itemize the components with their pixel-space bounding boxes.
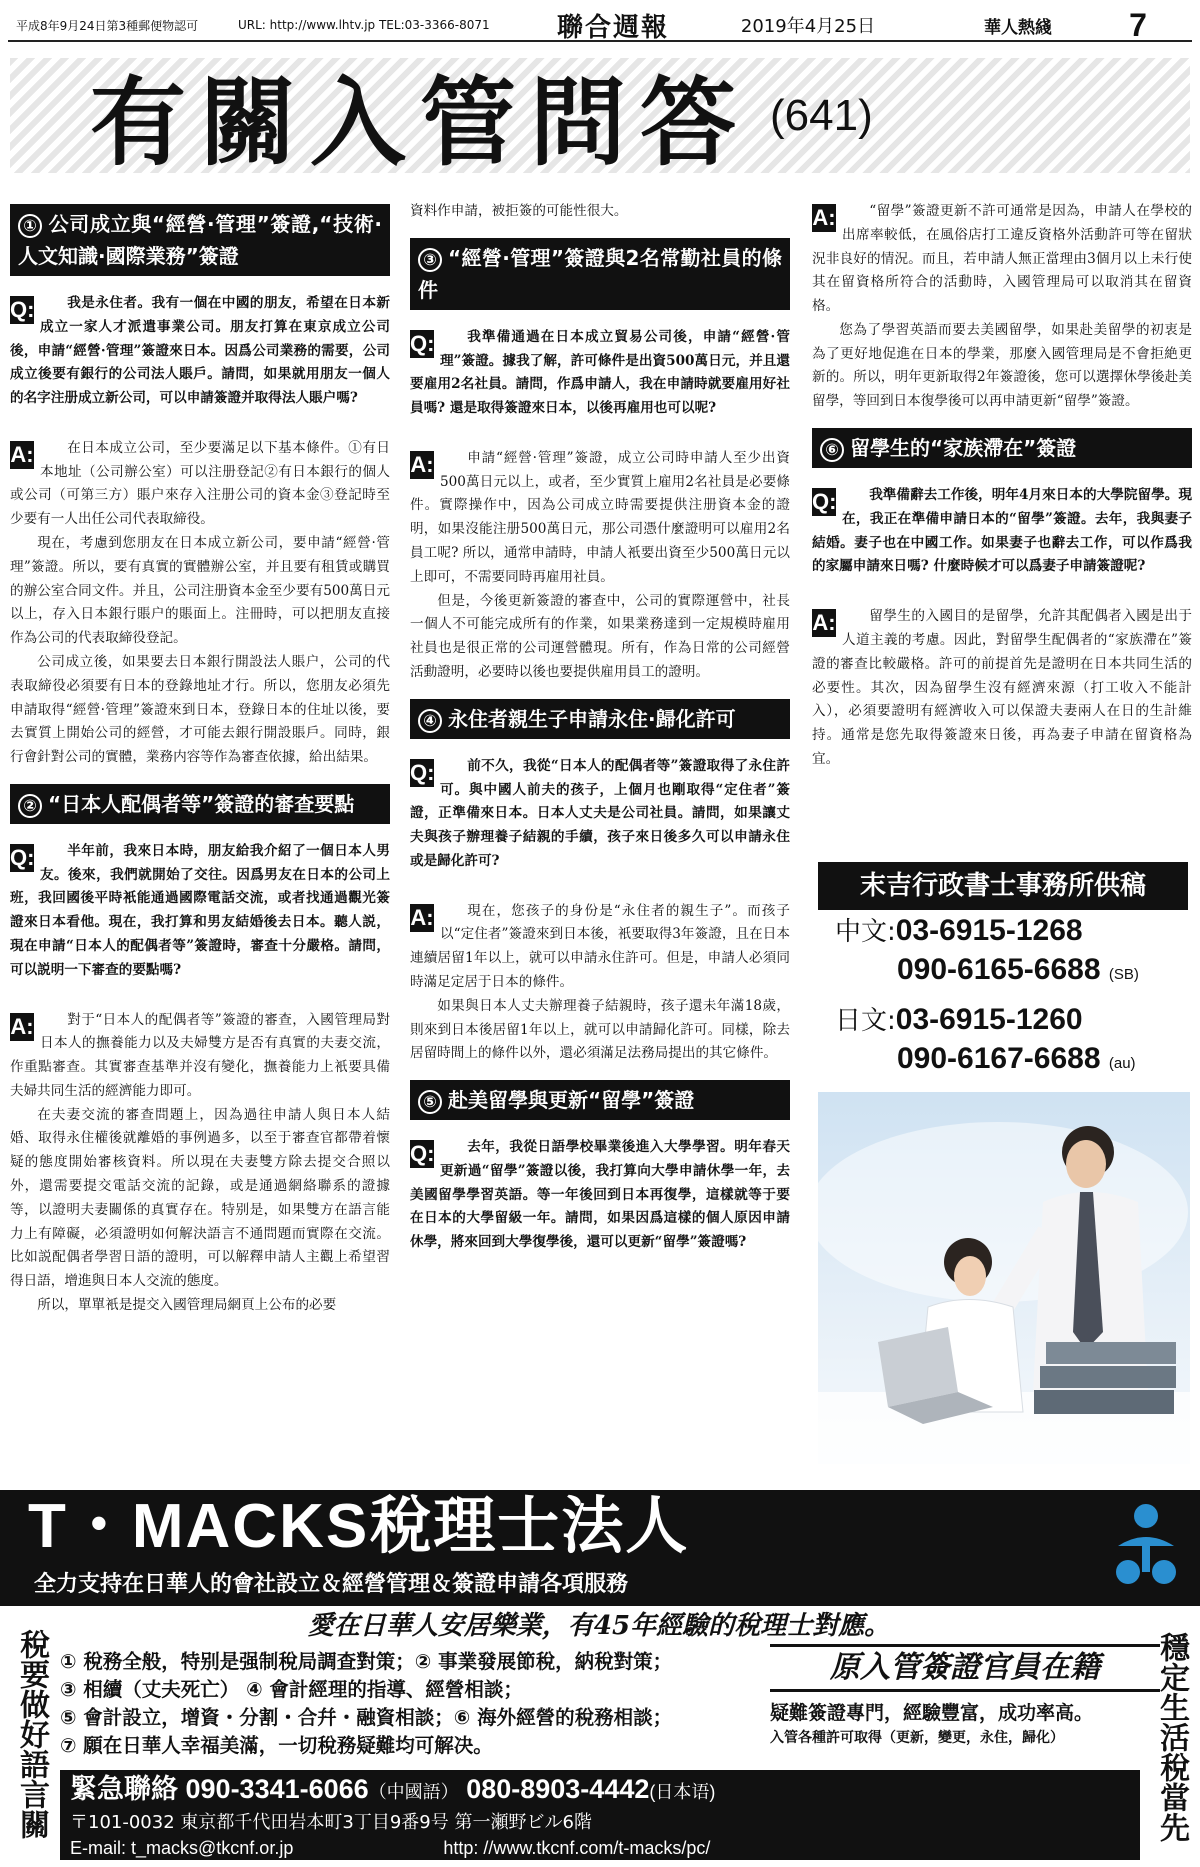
- issue-date: 2019年4月25日: [740, 16, 876, 37]
- ad-services-list: [60, 1648, 760, 1760]
- column-banner: [10, 58, 1190, 179]
- japanese-label: 日文:: [835, 1006, 896, 1036]
- emergency-label: 緊急聯絡: [70, 1774, 178, 1804]
- question-1: Q: 我是永住者。我有一個在中國的朋友，希望在日本新成立一家人才派遣事業公司。朋友打算在東京成立公司後，申請“經營·管理”簽證來日本。因爲公司業務的需要，公司成立後要有銀行的公司法人賬戶。請問，如果就用朋友一個人的名字注册成立新公司，可以申請簽證并取得法人賬户嗎?: [10, 295, 390, 407]
- q-mark-icon: Q:: [410, 759, 435, 785]
- ja-phone-2: 090-6167-6688: [897, 1042, 1101, 1075]
- a-mark-icon: A:: [812, 205, 836, 230]
- answer-6: A: 留學生的入國目的是留學，允許其配偶者入國是出于人道主義的考慮。因此，對留學生配偶者的“家族滯在”簽證的審查比較嚴格。許可的前提首先是證明在日本共同生活的必要性。其次，因為留學生沒有經濟來源（打工收入不能計入），必須要證明有經濟收入可以保證夫妻兩人在日的生計維持。通常是您先取得簽證來日後，再為妻子申請在留資格為宜。: [812, 608, 1192, 767]
- section-heading-3: ③ “經營·管理”簽證與2名常勤社員的條件: [410, 238, 790, 310]
- answer-5: A: “留學”簽證更新不許可通常是因為，申請人在學校的出席率較低，在風俗店打工違反資格外活動許可等在留狀況非良好的情況。而且，若申請人無正當理由3個月以上未行使其在留資格所符合的活動時，入國管理局可以取消其在留資格。 您為了學習英語而要去美國留學，如果赴美留學的初衷是為了更好地促進在日本的學業，那麼入國管理局是不會拒絶更新的。所以，明年更新取得2年簽證後，您可以選擇休學後赴美留學，等回到日本復學後可以再申請更新“留學”簽證。: [812, 203, 1192, 410]
- zh-phone-2: 090-6165-6688: [897, 953, 1101, 986]
- answer-1: A: 在日本成立公司，至少要滿足以下基本條件。①有日本地址（公司辦公室）可以注册登記②有日本銀行的個人或公司（可第三方）賬户來存入注册公司的資本金③登記時至少要有一人出任公司代表取締役。 現在，考慮到您朋友在日本成立新公司，要申請“經營·管理”簽證。所以，要有真實的實體辦公室，并且要有租賃或購買的辦公室合同文件。并且，公司注册資本金至少要有500萬日元以上，存入日本銀行賬户的賬面上。注冊時，可以把朋友直接作為公司的代表取締役登記。 公司成立後，如果要去日本銀行開設法人賬户，公司的代表取締役必須要有日本的登錄地址才行。所以，您朋友必須先申請取得“經營·管理”簽證來到日本，登錄日本的住址以後，要去實質上開始公司的經營，才可能去銀行開設賬戶。同時，銀行會針對公司的實體，業務内容等作為審查依據，給出結果。: [10, 439, 390, 766]
- a-mark-icon: A:: [10, 1013, 34, 1039]
- article-column-1: [10, 200, 390, 1332]
- phone-chinese-lang: （中國語）: [368, 1782, 459, 1802]
- section-name: 華人熱綫: [984, 17, 1052, 38]
- visa-officer-box: [770, 1644, 1160, 1748]
- q-mark-icon: Q:: [812, 489, 837, 515]
- firm-address: 〒101-0032 東京都千代田岩本町3丁目9番9号 第一瀬野ビル6階: [70, 1812, 592, 1833]
- visa-officer-note: 入管各種許可取得（更新，變更，永住，歸化）: [770, 1730, 1064, 1746]
- emergency-contact-bar: [60, 1770, 1140, 1860]
- section-heading-4: ④ 永住者親生子申請永住·歸化許可: [410, 699, 790, 739]
- service-line: ⑦ 願在日華人幸福美滿，一切稅務疑難均可解决。: [60, 1734, 493, 1757]
- section-heading-5: ⑤ 赴美留學與更新“留學”簽證: [410, 1080, 790, 1120]
- section-heading-1: ① 公司成立與“經營·管理”簽證,“技術·人文知識·國際業務”簽證: [10, 204, 390, 276]
- article-column-3: [812, 200, 1192, 786]
- banner-issue-number: (641): [770, 90, 873, 140]
- firm-email: E-mail: t_macks@tkcnf.or.jp: [70, 1838, 294, 1858]
- firm-website: http: //www.tkcnf.com/t-macks/pc/: [443, 1838, 711, 1858]
- ad-slogan: 愛在日華人安居樂業，有45年經驗的稅理士對應。: [307, 1611, 891, 1641]
- ja-carrier: (au): [1108, 1055, 1136, 1072]
- ad-right-vertical-slogan: 穩定生活稅當先: [1154, 1631, 1189, 1842]
- chinese-label: 中文:: [835, 917, 896, 947]
- contact-numbers: [835, 912, 1195, 1082]
- service-line: ③ 相續（丈夫死亡） ④ 會計經理的指導、經營相談；: [60, 1678, 523, 1701]
- answer-4: A: 現在，您孩子的身份是“永住者的親生子”。而孩子以“定住者”簽證來到日本後，衹要取得3年簽證，且在日本連續居留1年以上，就可以申請永住許可。但是，申請人必須同時滿足定居于日本的條件。 如果與日本人丈夫辦理養子結親時，孩子還未年滿18歲，則來到日本後居留1年以上，就可以申請歸化許可。同樣，除去居留時間上的條件以外，還必須滿足法務局提出的其它條件。: [410, 902, 790, 1062]
- zh-phone-1: 03-6915-1268: [895, 914, 1083, 947]
- answer-3: A: 申請“經營·管理”簽證，成立公司時申請人至少出資500萬日元以上，或者，至少實質上雇用2名社員是必要條件。實際操作中，因為公司成立時需要提供注册資本金的證明，如果沒能注册500萬日元，那公司憑什麼證明可以雇用2名員工呢? 所以，通常申請時，申請人衹要出資至少500萬日元以上即可，不需要同時再雇用社員。 但是，今後更新簽證的審查中，公司的實際運營中，社長一個人不可能完成所有的作業，如果業務達到一定規模時雇用社員也是很正常的公司運營體現。所有，作為日常的公司經營活動證明，必要時以後也要提供雇用員工的證明。: [410, 449, 790, 680]
- zh-carrier: (SB): [1108, 966, 1139, 983]
- a-mark-icon: A:: [10, 441, 34, 467]
- a-mark-icon: A:: [410, 904, 434, 930]
- office-photo: [818, 1092, 1190, 1464]
- a-mark-icon: A:: [410, 451, 434, 477]
- q-mark-icon: Q:: [10, 844, 35, 870]
- contact-url: URL: http://www.lhtv.jp TEL:03-3366-8071: [238, 18, 490, 32]
- service-line: ① 稅務全般，特别是强制稅局調查對策；② 事業發展節稅，納稅對策；: [60, 1650, 673, 1673]
- q-mark-icon: Q:: [10, 297, 35, 322]
- service-line: ⑤ 會計設立，增資・分割・合幷・融資相談；⑥ 海外經營的稅務相談；: [60, 1706, 673, 1729]
- page-number: 7: [1129, 6, 1147, 43]
- section-heading-6: ⑥ 留學生的“家族滯在”簽證: [812, 428, 1192, 468]
- section-heading-2: ② “日本人配偶者等”簽證的審查要點: [10, 784, 390, 824]
- question-5: Q: 去年，我從日語學校畢業後進入大學學習。明年春天更新過“留學”簽證以後，我打算向大學申請休學一年，去美國留學學習英語。等一年後回到日本再復學，這樣就等于要在日本的大學留級一年。請問，如果因爲這樣的個人原因申請休學，將來回到大學復學後，還可以更新“留學”簽證嗎?: [410, 1139, 790, 1251]
- ad-left-vertical-slogan: 稅要做好語言關: [14, 1629, 49, 1839]
- article-column-2: [410, 200, 790, 1269]
- answer-2: A: 對于“日本人的配偶者等”簽證的審查，入國管理局對日本人的撫養能力以及夫婦雙方是否有真實的夫妻交流，作重點審查。其實審查基準并沒有變化，撫養能力上衹要具備夫婦共同生活的經濟能力即可。 在夫妻交流的審查問題上，因為過往申請人與日本人結婚、取得永住權後就離婚的事例過多，以至于審查官都帶着懷疑的態度開始審核資料。所以現在夫妻雙方除去提交合照以外，還需要提交電話交流的記錄，或是通過網絡聯系的證據等，以證明夫妻關係的真實存在。特别是，如果雙方在語言能力上有障礙，必須證明如何解決語言不通問題而實際在交流。比如説配偶者學習日語的證明，可以解釋申請人主觀上希望習得日語，增進與日本人交流的態度。 所以，單單衹是提交入國管理局網頁上公布的必要: [10, 1011, 390, 1313]
- ad-title: T・MACKS稅理士法人: [0, 1490, 1200, 1564]
- continued-text: 資料作申請，被拒簽的可能性很大。: [410, 203, 628, 219]
- question-6: Q: 我準備辭去工作後，明年4月來日本的大學院留學。現在，我正在準備申請日本的“留學”簽證。去年，我與妻子結婚。妻子也在中國工作。如果妻子也辭去工作，可以作爲我的家屬申請來日嗎? 什麼時候才可以爲妻子申請簽證呢?: [812, 487, 1192, 575]
- question-2: Q: 半年前，我來日本時，朋友給我介紹了一個日本人男友。後來，我們就開始了交往。因爲男友在日本的公司上班，我回國後平時衹能通過國際電話交流，或者找通過觀光簽證來日本看他。現在，我打算和男友結婚後去日本。聽人説，現在申請“日本人的配偶者等”簽證時，審查十分嚴格。請問，可以説明一下審查的要點嗎?: [10, 842, 390, 978]
- office-scene-image: [818, 1092, 1190, 1464]
- firm-logo-icon: [1114, 1502, 1178, 1588]
- a-mark-icon: A:: [812, 610, 836, 636]
- ja-phone-1: 03-6915-1260: [895, 1003, 1083, 1036]
- phone-japanese-lang: (日本语): [649, 1782, 716, 1802]
- paper-name: 聯合週報: [556, 12, 669, 43]
- phone-chinese: 090-3341-6066: [185, 1774, 369, 1804]
- visa-officer-title: 原入管簽證官員在籍: [770, 1644, 1160, 1692]
- masthead-bar: [8, 6, 1192, 43]
- banner-title: 有關入管問答: [90, 66, 750, 179]
- credit-banner: 末吉行政書士事務所供稿: [818, 862, 1188, 910]
- visa-officer-subtitle: 疑難簽證專門，經驗豐富，成功率高。: [770, 1702, 1094, 1724]
- q-mark-icon: Q:: [410, 330, 435, 356]
- question-3: Q: 我準備通過在日本成立貿易公司後，申請“經營·管理”簽證。據我了解，許可條件是出資500萬日元，并且還要雇用2名社員。請問，作爲申請人，我在申請時就要雇用好社員嗎? 還是取得簽證來日本，以後再雇用也可以呢?: [410, 328, 790, 417]
- tax-firm-advertisement: [0, 1490, 1200, 1867]
- question-4: Q: 前不久，我從“日本人的配偶者等”簽證取得了永住許可。與中國人前夫的孩子，上個月也剛取得“定住者”簽證，正準備來日本。日本人丈夫是公司社員。請問，如果讓丈夫與孩子辦理養子結親的手續，孩子來日後多久可以申請永住或是歸化許可?: [410, 757, 790, 869]
- postal-permit: 平成8年9月24日第3種郵便物認可: [16, 18, 199, 33]
- ad-subtitle: 全力支持在日華人的會社設立＆經營管理＆簽證申請各項服務: [0, 1564, 1200, 1606]
- phone-japanese: 080-8903-4442: [466, 1774, 650, 1804]
- q-mark-icon: Q:: [410, 1141, 435, 1167]
